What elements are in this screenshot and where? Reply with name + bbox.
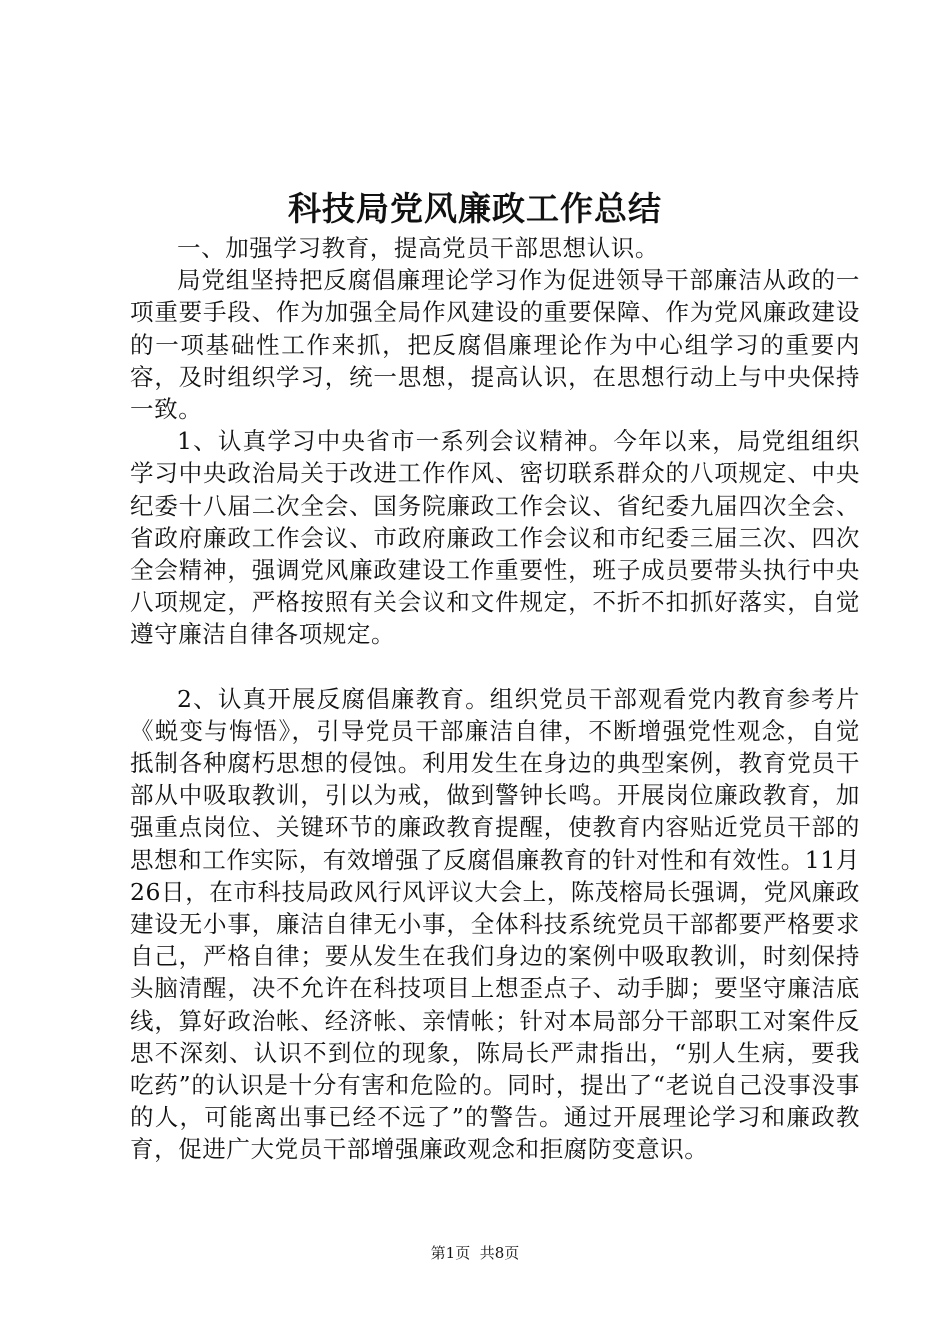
body-paragraph: 局党组坚持把反腐倡廉理论学习作为促进领导干部廉洁从政的一项重要手段、作为加强全局作风建设的重要保障、作为党风廉政建设的一项基础性工作来抓，把反腐倡廉理论作为中心组学习的重要内容，及时组织学习，统一思想，提高认识，在思想行动上与中央保持一致。 [130, 266, 860, 424]
document-body [130, 232, 860, 1166]
page-number: 第1页 [430, 1244, 471, 1262]
body-paragraph: 1、认真学习中央省市一系列会议精神。今年以来，局党组组织学习中央政治局关于改进工作作风、密切联系群众的八项规定、中央纪委十八届二次全会、国务院廉政工作会议、省纪委九届四次全会、省政府廉政工作会议、市政府廉政工作会议和市纪委三届三次、四次全会精神，强调党风廉政建设工作重要性，班子成员要带头执行中央八项规定，严格按照有关会议和文件规定，不折不扣抓好落实，自觉遵守廉洁自律各项规定。 [130, 427, 860, 649]
document-title: 科技局党风廉政工作总结 [288, 189, 662, 228]
section-heading: 一、加强学习教育，提高党员干部思想认识。 [177, 234, 659, 262]
body-paragraph: 2、认真开展反腐倡廉教育。组织党员干部观看党内教育参考片《蜕变与悔悟》，引导党员干部廉洁自律，不断增强党性观念，自觉抵制各种腐朽思想的侵蚀。利用发生在身边的典型案例，教育党员干部从中吸取教训，引以为戒，做到警钟长鸣。开展岗位廉政教育，加强重点岗位、关键环节的廉政教育提醒，使教育内容贴近党员干部的思想和工作实际，有效增强了反腐倡廉教育的针对性和有效性。11月26日，在市科技局政风行风评议大会上，陈茂榕局长强调，党风廉政建设无小事，廉洁自律无小事，全体科技系统党员干部都要严格要求自己，严格自律；要从发生在我们身边的案例中吸取教训，时刻保持头脑清醒，决不允许在科技项目上想歪点子、动手脚；要坚守廉洁底线，算好政治帐、经济帐、亲情帐；针对本局部分干部职工对案件反思不深刻、认识不到位的现象，陈局长严肃指出，“别人生病，要我吃药”的认识是十分有害和危险的。同时，提出了“老说自己没事没事的人，可能离出事已经不远了”的警告。通过开展理论学习和廉政教育，促进广大党员干部增强廉政观念和拒腐防变意识。 [130, 684, 861, 1164]
page-footer [0, 1242, 950, 1264]
page-total: 共8页 [479, 1244, 520, 1262]
